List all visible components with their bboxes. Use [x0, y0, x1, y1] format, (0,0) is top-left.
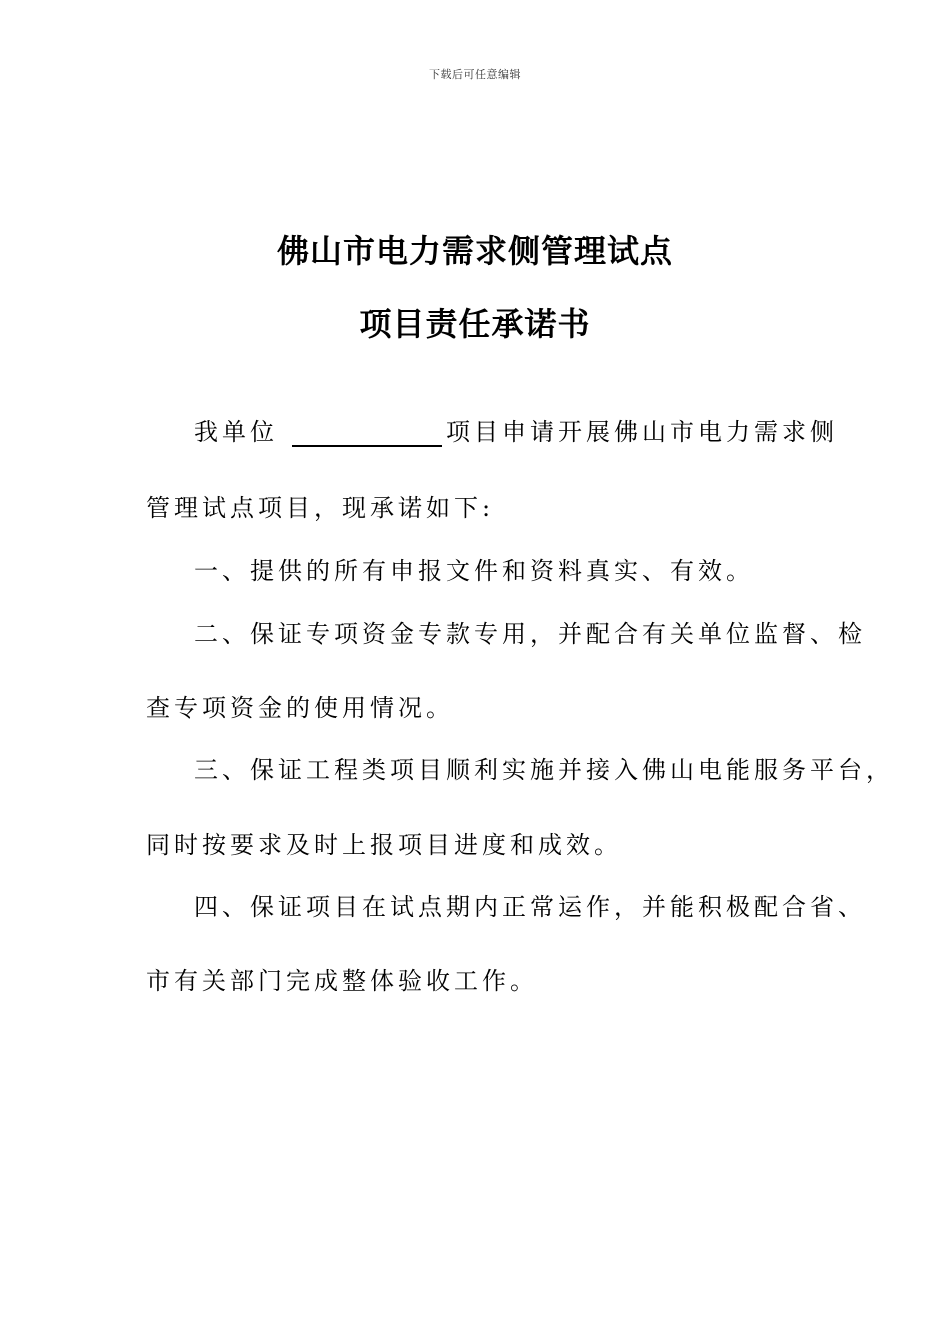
header-note: 下载后可任意编辑	[429, 68, 521, 81]
item-4-line-1: 四、保证项目在试点期内正常运作，并能积极配合省、	[194, 893, 866, 921]
intro-line-1	[194, 412, 838, 447]
intro-suffix: 项目申请开展佛山市电力需求侧	[446, 418, 838, 446]
intro-prefix: 我单位	[194, 418, 278, 446]
unit-name-blank	[292, 419, 442, 447]
intro-line-2: 管理试点项目，现承诺如下:	[146, 494, 495, 522]
document-title-line-1: 佛山市电力需求侧管理试点	[276, 232, 673, 270]
item-2-line-1: 二、保证专项资金专款专用，并配合有关单位监督、检	[194, 620, 866, 648]
item-2-line-2: 查专项资金的使用情况。	[146, 694, 454, 722]
document-title-line-2: 项目责任承诺书	[359, 305, 591, 343]
item-4-line-2: 市有关部门完成整体验收工作。	[146, 967, 538, 995]
item-1-line-1: 一、提供的所有申报文件和资料真实、有效。	[194, 557, 754, 585]
item-3-line-2: 同时按要求及时上报项目进度和成效。	[146, 831, 622, 859]
item-3-line-1: 三、保证工程类项目顺利实施并接入佛山电能服务平台，	[194, 756, 894, 784]
